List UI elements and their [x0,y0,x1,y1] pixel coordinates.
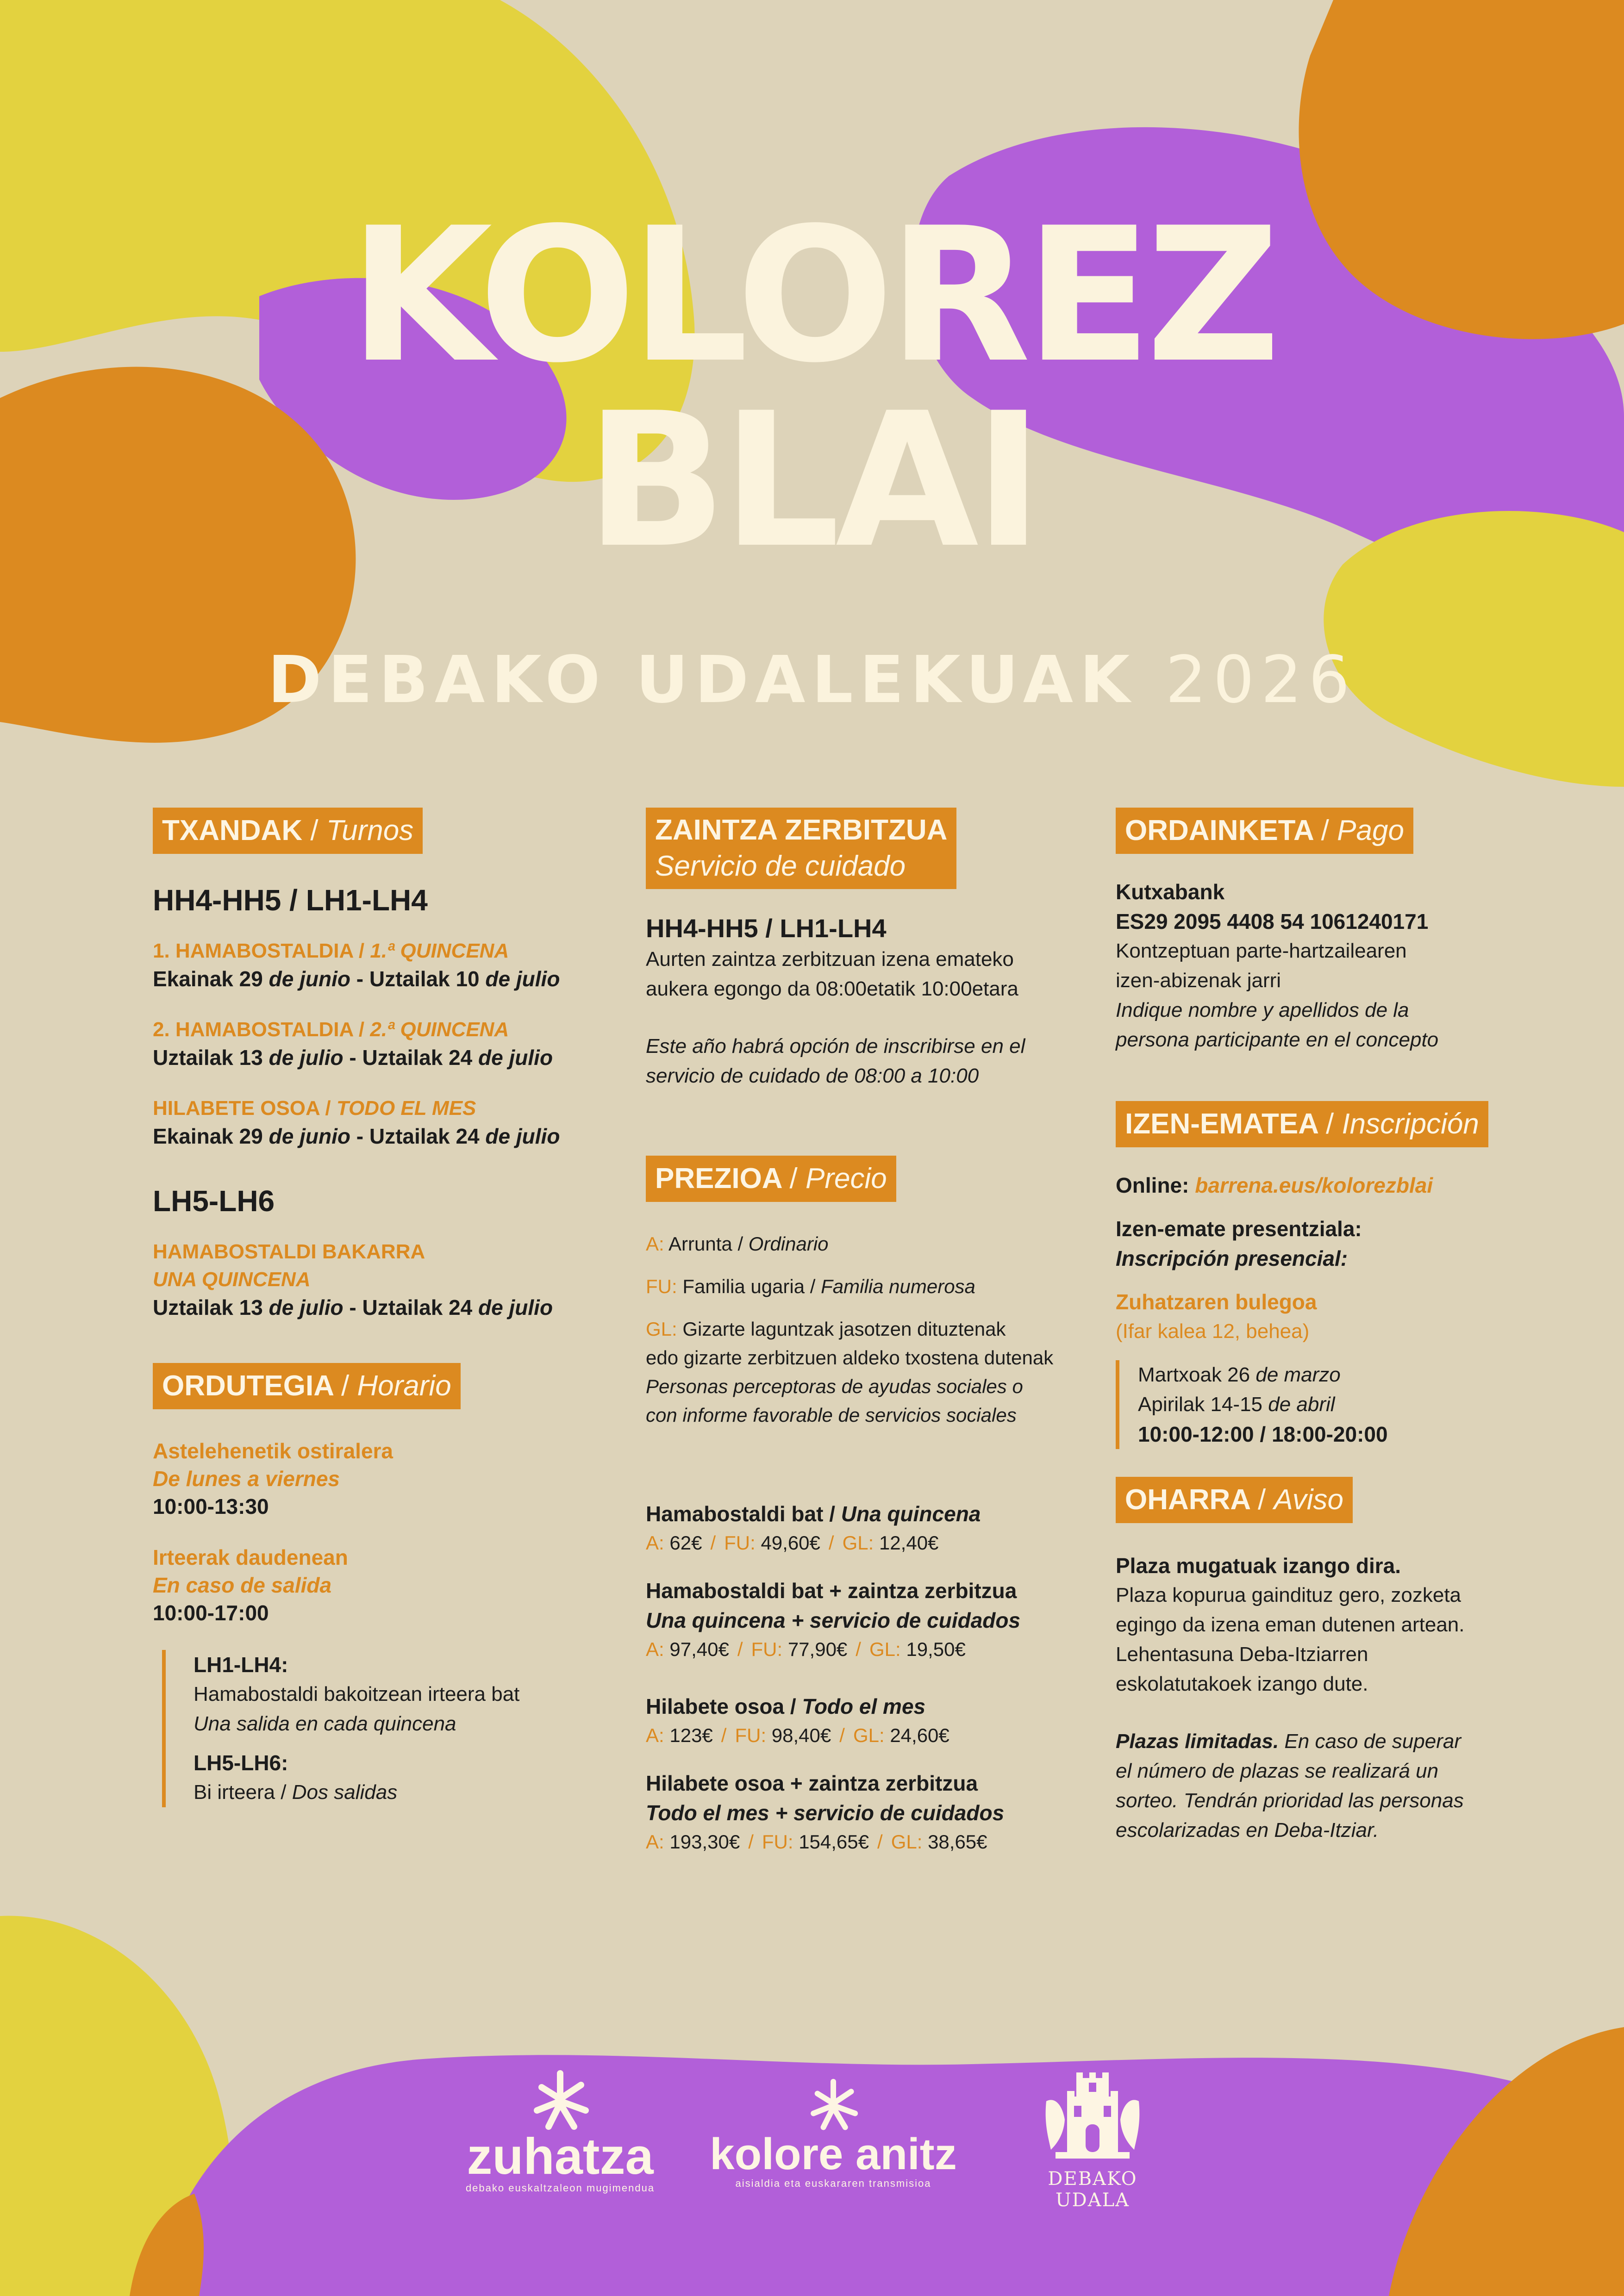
izenematea-header: IZEN-EMATEA / Inscripción [1116,1101,1488,1147]
weekdays-label: Astelehenetik ostiralera [153,1439,394,1463]
oharra-header-es: Aviso [1274,1484,1343,1516]
price-item [646,1499,1081,1557]
oharra-eu-bold: Plaza mugatuak izango dira. [1116,1554,1401,1578]
legend-a-key: A: [646,1233,664,1255]
q3-label-eu: HILABETE OSOA [153,1097,320,1120]
oharra-es-4: escolarizadas en Deba-Itziar. [1116,1819,1379,1842]
q3-d1-es: de junio [269,1124,350,1148]
txandak-header-es: Turnos [326,815,414,846]
price-gl: 24,60€ [890,1724,949,1746]
reg-date-2-eu: Apirilak 14-15 [1138,1393,1263,1416]
g2-label-eu: HAMABOSTALDI BAKARRA [153,1240,425,1263]
txandak-group1-title: HH4-HH5 / LH1-LH4 [153,884,428,917]
online-url-link[interactable]: barrena.eus/kolorezblai [1195,1173,1433,1197]
q1-label: 1. HAMABOSTALDIA / 1.ª QUINCENA [153,940,509,962]
price-a: 62€ [669,1532,702,1554]
online-label: Online: [1116,1173,1189,1197]
zaintza-text-eu-1: Aurten zaintza zerbitzuan izena emateko [646,948,1014,971]
note1-text-es: Una salida en cada quincena [194,1712,456,1735]
prezioa-header-es: Precio [805,1163,887,1195]
legend-gl-text-1: Gizarte laguntzak jasotzen dituztenak [682,1318,1006,1340]
zuhatza-star-icon [528,2064,593,2134]
price-item-title-es: Una quincena [841,1502,981,1526]
zaintza-text-es-1: Este año habrá opción de inscribirse en el [646,1035,1025,1058]
reg-date-2 [1138,1390,1495,1419]
subtitle-text: DEBAKO UDALEKUAK [268,642,1137,718]
price-item-title-es: Todo el mes [802,1694,926,1718]
ordutegia-header-eu: ORDUTEGIA [162,1370,333,1402]
outing-label-es-text: En caso de salida [153,1573,332,1597]
zaintza-header [646,808,956,889]
price-fu: 98,40€ [771,1724,831,1746]
q3-d2: Uztailak 24 [369,1124,480,1148]
txandak-header-eu: TXANDAK [162,815,303,846]
price-item [646,1768,1081,1856]
price-key-fu: FU: [724,1532,756,1554]
legend-gl [646,1315,1081,1344]
price-gl: 12,40€ [879,1532,939,1554]
q2-dates: Uztailak 13 de julio - Uztailak 24 de julio [153,1045,553,1070]
title-line-1: KOLOREZ [349,188,1275,404]
reg-date-1-es: de marzo [1255,1363,1341,1386]
kolore-anitz-tagline: aisialdia eta euskararen transmisioa [735,2178,931,2189]
outing-label: Irteerak daudenean [153,1545,348,1569]
ordainketa-text-eu-1: Kontzeptuan parte-hartzailearen [1116,940,1407,962]
q3-d1: Ekainak 29 [153,1124,263,1148]
q2-d1: Uztailak 13 [153,1045,263,1070]
izenematea-header-es: Inscripción [1342,1108,1479,1140]
ordainketa-text-es-1: Indique nombre y apellidos de la [1116,999,1409,1021]
q2-d2: Uztailak 24 [362,1045,473,1070]
price-key-a: A: [646,1638,664,1660]
price-key-fu: FU: [735,1724,767,1746]
legend-fu-key: FU: [646,1276,677,1297]
oharra-es-line-1 [1116,1727,1495,1756]
legend-fu-text-es: Familia numerosa [821,1276,975,1297]
prezioa-header: PREZIOA / Precio [646,1156,896,1202]
ordutegia-header-es: Horario [357,1370,451,1402]
price-key-a: A: [646,1724,664,1746]
zaintza-group: HH4-HH5 / LH1-LH4 [646,914,887,943]
outing-time: 10:00-17:00 [153,1601,269,1625]
oharra-header-eu: OHARRA [1125,1484,1250,1516]
outing-label-es [153,1571,569,1599]
q2-d1-es: de julio [269,1045,344,1070]
g2-d2: Uztailak 24 [362,1295,473,1319]
ordutegia-header: ORDUTEGIA / Horario [153,1363,461,1409]
price-item-values: A: 62€ / FU: 49,60€ / GL: 12,40€ [646,1532,939,1554]
q3-d2-es: de julio [485,1124,560,1148]
note2-title: LH5-LH6: [194,1751,288,1775]
debako-udala-logo [1018,2069,1167,2211]
legend-gl-text-es-2: con informe favorable de servicios sociales [646,1404,1017,1426]
zuhatza-name: zuhatza [467,2128,654,2185]
price-a: 193,30€ [669,1831,740,1853]
txandak-group2-title: LH5-LH6 [153,1184,275,1218]
legend-fu: FU: Familia ugaria / Familia numerosa [646,1276,975,1297]
registration-dates [1116,1360,1495,1449]
note1-title: LH1-LH4: [194,1653,288,1677]
q1-d1: Ekainak 29 [153,967,263,991]
legend-fu-text: Familia ugaria [682,1276,805,1297]
zaintza-text-eu-2: aukera egongo da 08:00etatik 10:00etara [646,977,1018,1000]
legend-a: A: Arrunta / Ordinario [646,1233,829,1255]
izenematea-header-eu: IZEN-EMATEA [1125,1108,1318,1140]
debako-udala-name: DEBAKO UDALA [1048,2168,1137,2211]
online-line [1116,1170,1495,1200]
oharra-es-bold: Plazas limitadas. [1116,1730,1279,1753]
q1-d2-es: de julio [485,967,560,991]
q1-label-es: 1.ª QUINCENA [370,940,509,962]
price-item-values: A: 97,40€ / FU: 77,90€ / GL: 19,50€ [646,1638,966,1660]
q2-d2-es: de julio [478,1045,553,1070]
office-address: (Ifar kalea 12, behea) [1116,1320,1310,1343]
g2-label-es-text: UNA QUINCENA [153,1268,311,1291]
price-key-gl: GL: [842,1532,874,1554]
reg-date-1-eu: Martxoak 26 [1138,1363,1250,1386]
price-item-title-eu: Hilabete osoa [646,1694,785,1718]
middle-column [646,808,1081,1856]
oharra-eu-3: Lehentasuna Deba-Itziarren [1116,1643,1368,1666]
oharra-es-3: sorteo. Tendrán prioridad las personas [1116,1789,1464,1812]
reg-date-2-es: de abril [1268,1393,1335,1416]
g2-label-es [153,1266,569,1294]
price-item-values: A: 123€ / FU: 98,40€ / GL: 24,60€ [646,1724,949,1746]
subtitle-year: 2026 [1165,642,1356,718]
castle-coat-of-arms-icon [1037,2069,1148,2166]
left-column [153,808,569,1807]
ordainketa-header-es: Pago [1337,815,1404,846]
note1-text: Hamabostaldi bakoitzean irteera bat [194,1683,520,1705]
q1-d1-es: de junio [269,967,350,991]
price-key-gl: GL: [853,1724,885,1746]
outings-note [162,1650,569,1807]
price-gl: 38,65€ [928,1831,987,1853]
bank-name: Kutxabank [1116,880,1225,904]
office-name: Zuhatzaren bulegoa [1116,1290,1317,1314]
weekdays-label-es-text: De lunes a viernes [153,1467,340,1491]
oharra-eu-2: egingo da izena eman dutenen artean. [1116,1613,1465,1636]
reg-date-1 [1138,1360,1495,1390]
price-key-a: A: [646,1831,664,1853]
oharra-es-1: En caso de superar [1284,1730,1461,1753]
kolore-anitz-logo [704,2073,963,2190]
q1-dates: Ekainak 29 de junio - Uztailak 10 de julio [153,967,560,991]
price-item-title-eu: Hilabete osoa + zaintza zerbitzua [646,1771,978,1795]
sponsor-logos [0,2064,1624,2217]
oharra-eu-4: eskolatutakoek izango dute. [1116,1673,1368,1695]
legend-gl-text-2: edo gizarte zerbitzuen aldeko txostena dutenak [646,1347,1054,1369]
price-item [646,1692,1081,1750]
price-key-fu: FU: [762,1831,793,1853]
kolore-anitz-name: kolore anitz [710,2129,957,2179]
price-a: 123€ [669,1724,713,1746]
title-line-2: BLAI [585,373,1039,589]
note2-text: Bi irteera [194,1781,275,1804]
ordainketa-text-es-2: persona participante en el concepto [1116,1028,1439,1051]
oharra-eu-1: Plaza kopurua gaindituz gero, zozketa [1116,1584,1462,1606]
zaintza-header-eu: ZAINTZA ZERBITZUA [655,814,948,846]
g2-d2-es: de julio [478,1295,553,1319]
ordainketa-header: ORDAINKETA / Pago [1116,808,1413,854]
g2-d1: Uztailak 13 [153,1295,263,1319]
ordainketa-text-eu-2: izen-abizenak jarri [1116,969,1281,992]
oharra-header: OHARRA / Aviso [1116,1477,1353,1523]
q1-d2: Uztailak 10 [369,967,480,991]
price-gl: 19,50€ [906,1638,966,1660]
zuhatza-tagline: debako euskaltzaleon mugimendua [465,2182,655,2194]
zaintza-text-es-2: servicio de cuidado de 08:00 a 10:00 [646,1064,979,1087]
kolore-anitz-star-icon [806,2073,861,2134]
price-item-title-es: Todo el mes + servicio de cuidados [646,1801,1005,1825]
right-column [1116,808,1495,1845]
price-fu: 77,90€ [787,1638,848,1660]
price-item-title: Hilabete osoa / Todo el mes [646,1694,926,1718]
price-a: 97,40€ [669,1638,729,1660]
price-item [646,1576,1081,1664]
q2-label-es: 2.ª QUINCENA [370,1018,509,1041]
price-fu: 49,60€ [761,1532,820,1554]
g2-d1-es: de julio [269,1295,344,1319]
oharra-es-2: el número de plazas se realizará un [1116,1760,1439,1782]
price-key-gl: GL: [869,1638,901,1660]
price-item-title-eu: Hamabostaldi bat [646,1502,824,1526]
q3-dates: Ekainak 29 de junio - Uztailak 24 de julio [153,1124,560,1148]
note2-text-line: Bi irteera / Dos salidas [194,1781,398,1804]
q2-label: 2. HAMABOSTALDIA / 2.ª QUINCENA [153,1018,509,1041]
price-item-values: A: 193,30€ / FU: 154,65€ / GL: 38,65€ [646,1831,987,1853]
price-item-title-es: Una quincena + servicio de cuidados [646,1608,1021,1632]
presential-label: Izen-emate presentziala: [1116,1217,1362,1241]
legend-gl-text-es-1: Personas perceptoras de ayudas sociales o [646,1375,1023,1397]
price-key-a: A: [646,1532,664,1554]
weekdays-label-es [153,1465,569,1493]
price-key-gl: GL: [891,1831,923,1853]
ordainketa-header-eu: ORDAINKETA [1125,815,1313,846]
price-key-fu: FU: [751,1638,783,1660]
note2-text-es: Dos salidas [292,1781,398,1804]
price-item-title-eu: Hamabostaldi bat + zaintza zerbitzua [646,1579,1017,1603]
q1-label-eu: 1. HAMABOSTALDIA [153,940,353,962]
q3-label-es: TODO EL MES [336,1097,476,1120]
subtitle [0,643,1624,717]
prezioa-header-eu: PREZIOA [655,1163,782,1195]
q2-label-eu: 2. HAMABOSTALDIA [153,1018,353,1041]
legend-gl-key: GL: [646,1318,677,1340]
legend-a-text-es: Ordinario [748,1233,829,1255]
g2-dates: Uztailak 13 de julio - Uztailak 24 de julio [153,1295,553,1319]
q3-label: HILABETE OSOA / TODO EL MES [153,1097,476,1120]
zaintza-header-es: Servicio de cuidado [655,850,906,882]
zuhatza-logo [458,2064,662,2194]
price-item-title: Hamabostaldi bat / Una quincena [646,1502,981,1526]
price-fu: 154,65€ [799,1831,869,1853]
iban: ES29 2095 4408 54 1061240171 [1116,909,1429,933]
weekdays-time: 10:00-13:30 [153,1494,269,1518]
reg-hours: 10:00-12:00 / 18:00-20:00 [1138,1422,1388,1446]
legend-a-text: Arrunta [668,1233,732,1255]
txandak-header: TXANDAK / Turnos [153,808,423,854]
presential-label-es: Inscripción presencial: [1116,1246,1348,1270]
